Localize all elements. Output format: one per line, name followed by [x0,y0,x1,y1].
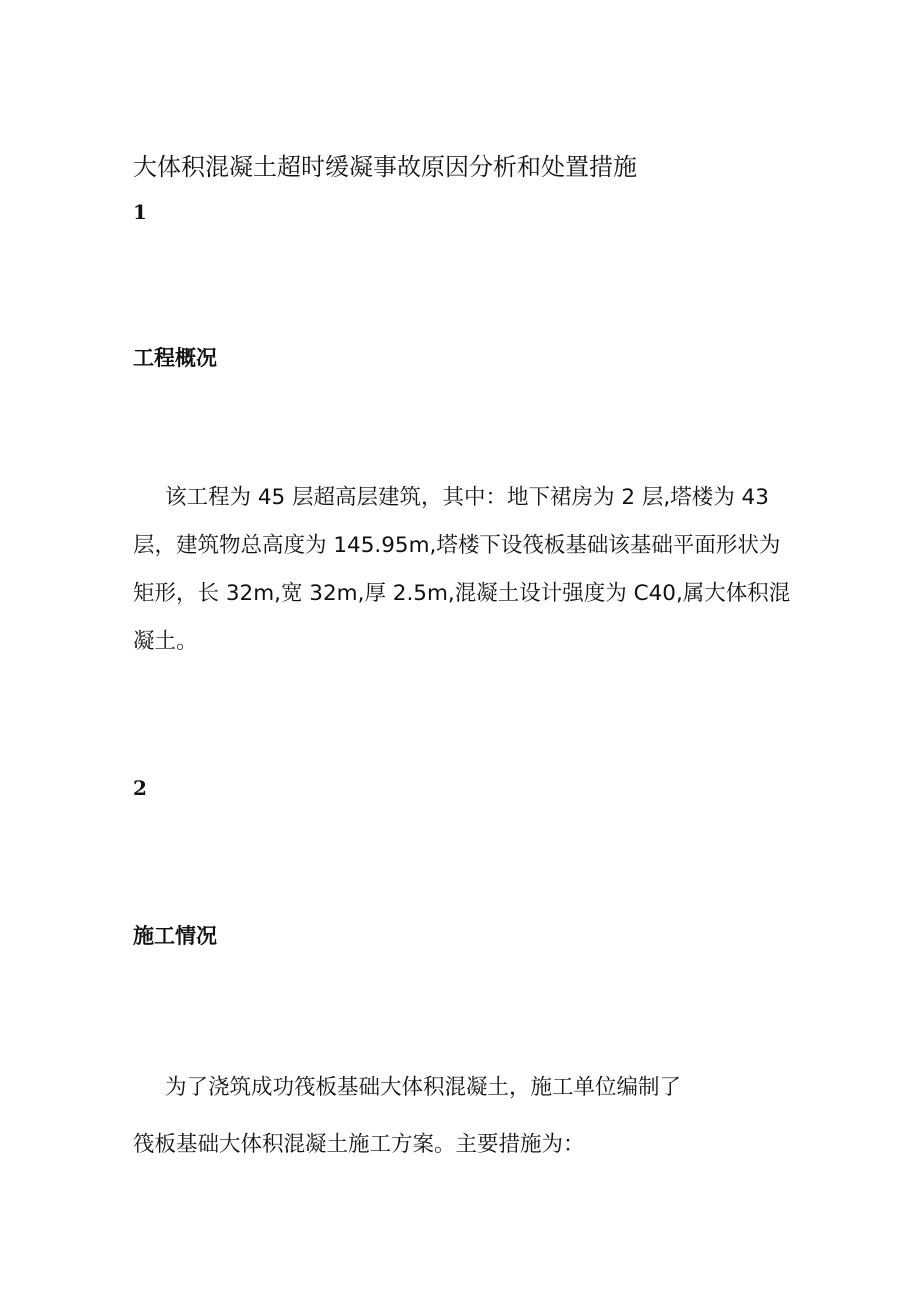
document-title: 大体积混凝土超时缓凝事故原因分析和处置措施 [133,153,637,181]
section-2-paragraph-line-2: 筏板基础大体积混凝土施工方案。主要措施为： [133,1132,585,1157]
section-2-number: 2 [133,776,147,800]
section-2-heading: 施工情况 [133,924,217,948]
section-1-paragraph: 该工程为 45 层超高层建筑，其中：地下裙房为 2 层,塔楼为 43 层，建筑物总高度为 145.95m,塔楼下设筏板基础该基础平面形状为矩形，长 32m,宽 32m,厚 2.5m,混凝土设计强度为 C40,属大体积混凝土。 [133,485,791,654]
section-1-number: 1 [133,200,147,224]
section-2-paragraph-line-1: 为了浇筑成功筏板基础大体积混凝土，施工单位编制了 [165,1075,682,1100]
section-1-heading: 工程概况 [133,346,217,370]
